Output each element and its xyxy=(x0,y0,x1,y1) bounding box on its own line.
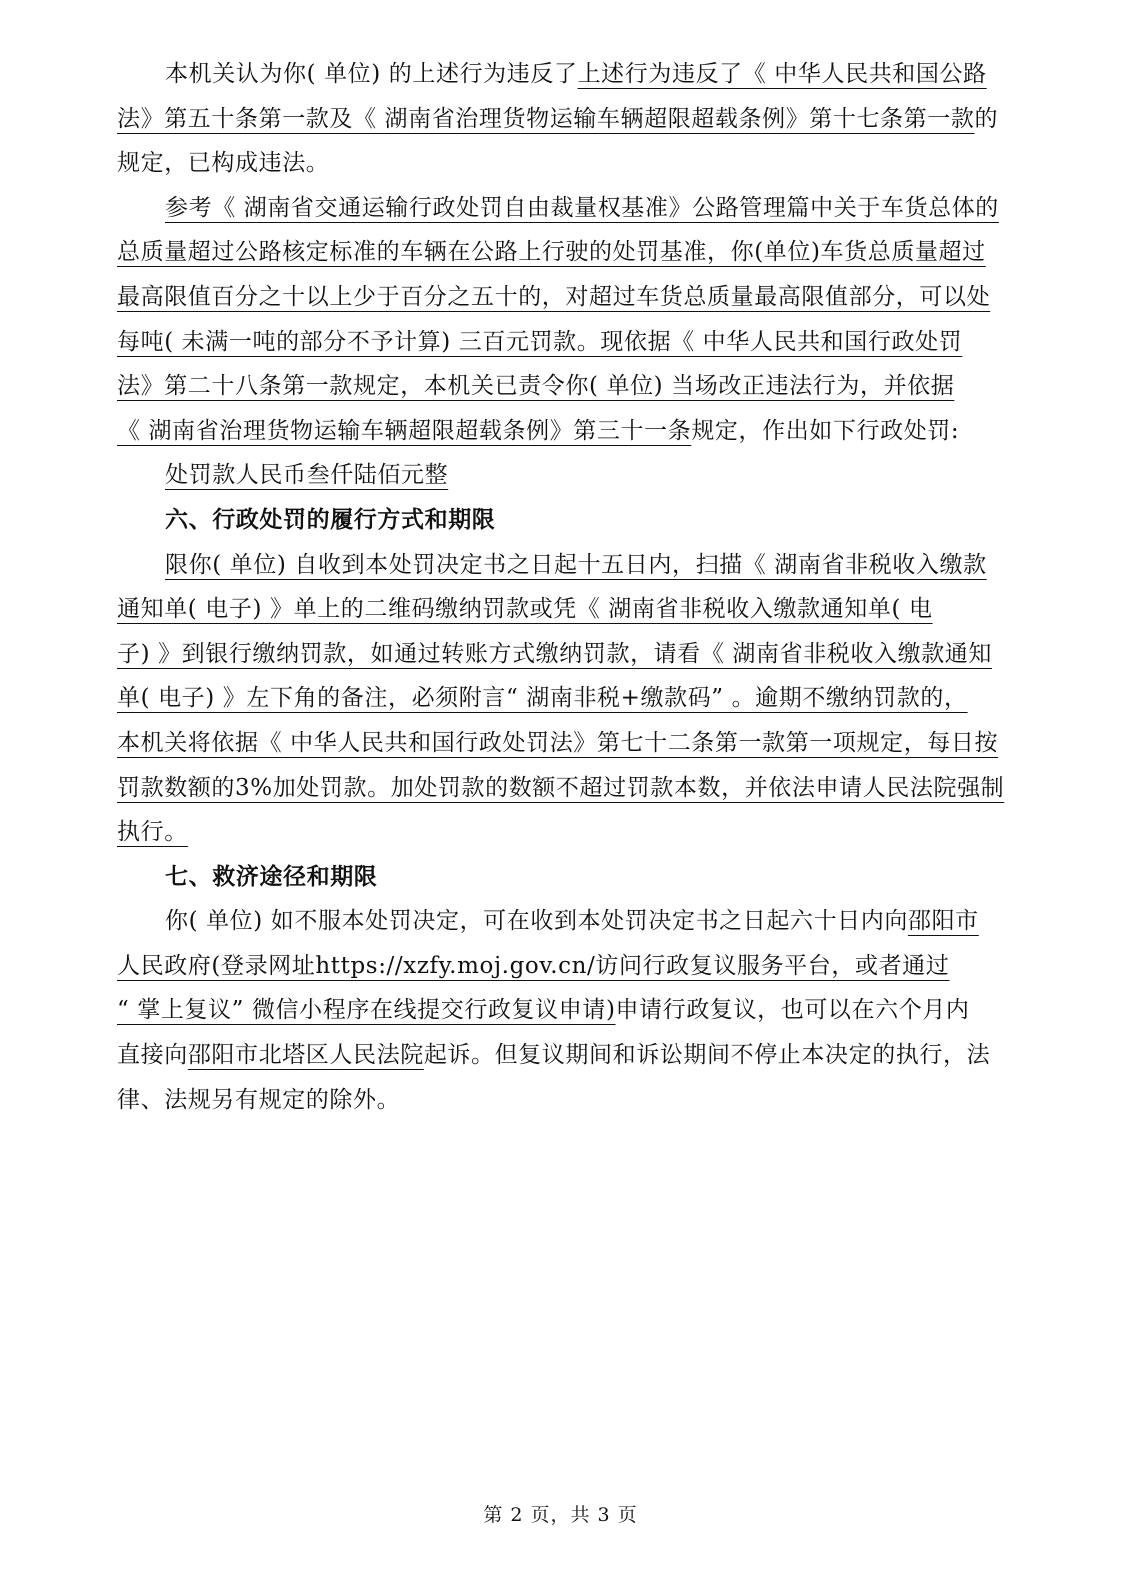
paragraph-violation-line-3 xyxy=(117,141,1049,186)
paragraph-payment-line-7 xyxy=(117,810,1049,855)
underlined-text: 限你( 单位) 自收到本处罚决定书之日起十五日内，扫描《 湖南省非税收入缴款 xyxy=(165,551,987,578)
paragraph-payment-line-2 xyxy=(117,587,1049,632)
paragraph-basis-line-5 xyxy=(117,364,1049,409)
text-span: 规定，已构成违法。 xyxy=(117,150,330,177)
underlined-text: 本机关将依据《 中华人民共和国行政处罚法》第七十二条第一款第一项规定，每日按 xyxy=(117,729,999,756)
document-body xyxy=(117,52,1049,1122)
underlined-text: 罚款数额的3%加处罚款。加处罚款的数额不超过罚款本数，并依法申请人民法院强制 xyxy=(117,774,1005,801)
text-span: 你( 单位) 如不服本处罚决定，可在收到本处罚决定书之日起六十日内向 xyxy=(165,908,908,935)
underlined-text: 子) 》到银行缴纳罚款，如通过转账方式缴纳罚款，请看《 湖南省非税收入缴款通知 xyxy=(117,640,992,667)
paragraph-basis-line-2 xyxy=(117,230,1049,275)
paragraph-violation-line-1 xyxy=(117,52,1049,97)
underlined-text: 处罚款人民币叁仟陆佰元整 xyxy=(165,462,449,489)
underlined-text: 单( 电子) 》左下角的备注，必须附言“ 湖南非税+缴款码” 。逾期不缴纳罚款的， xyxy=(117,685,968,712)
underlined-text: 参考《 湖南省交通运输行政处罚自由裁量权基准》公路管理篇中关于车货总体的 xyxy=(165,194,999,221)
section-heading-six: 六、行政处罚的履行方式和期限 xyxy=(165,506,496,533)
paragraph-remedy-line-1 xyxy=(117,899,1049,944)
underlined-text: 邵阳市北塔区人民法院 xyxy=(187,1042,424,1069)
text-span: 的 xyxy=(974,105,999,132)
text-span: 起诉。但复议期间和诉讼期间不停止本决定的执行，法 xyxy=(423,1042,991,1069)
underlined-text: 《 湖南省治理货物运输车辆超限超载条例》第三十一条 xyxy=(117,417,692,444)
paragraph-basis-line-6 xyxy=(117,409,1049,454)
paragraph-payment-line-1 xyxy=(117,543,1049,588)
underlined-text: 法》第二十八条第一款规定，本机关已责令你( 单位) 当场改正违法行为，并依据 xyxy=(117,373,955,400)
text-span: 律、法规另有规定的除外。 xyxy=(117,1086,401,1113)
underlined-text: 上述行为违反了《 中华人民共和国公路 xyxy=(577,61,987,87)
paragraph-basis-line-1 xyxy=(117,186,1049,231)
paragraph-payment-line-6 xyxy=(117,766,1049,811)
underlined-text: “ 掌上复议” 微信小程序在线提交行政复议申请) xyxy=(117,997,616,1024)
text-span: 申请行政复议，也可以在六个月内 xyxy=(615,997,970,1024)
underlined-text: 每吨( 未满一吨的部分不予计算) 三百元罚款。现依据《 中华人民共和国行政处罚 xyxy=(117,328,963,355)
paragraph-basis-line-3 xyxy=(117,275,1049,320)
paragraph-remedy-line-4 xyxy=(117,1033,1049,1078)
paragraph-remedy-line-3 xyxy=(117,988,1049,1033)
paragraph-remedy-line-5 xyxy=(117,1078,1049,1123)
underlined-text: 通知单( 电子) 》单上的二维码缴纳罚款或凭《 湖南省非税收入缴款通知单( 电 xyxy=(117,596,933,623)
paragraph-payment-line-3 xyxy=(117,632,1049,677)
underlined-text: 法》第五十条第一款及《 湖南省治理货物运输车辆超限超载条例》第十七条第一款 xyxy=(117,105,975,132)
paragraph-payment-line-4 xyxy=(117,676,1049,721)
text-span: 本机关认为你( 单位) 的上述行为违反了 xyxy=(165,61,578,87)
underlined-text: 邵阳市 xyxy=(907,908,979,935)
text-span: 直接向 xyxy=(117,1042,188,1069)
underlined-text: 人民政府(登录网址https://xzfy.moj.gov.cn/访问行政复议服务平台，或者通过 xyxy=(117,952,950,979)
underlined-text: 最高限值百分之十以上少于百分之五十的，对超过车货总质量最高限值部分，可以处 xyxy=(117,283,991,310)
underlined-text: 执行。 xyxy=(117,819,188,846)
paragraph-payment-line-5 xyxy=(117,721,1049,766)
penalty-amount xyxy=(117,453,1049,498)
paragraph-basis-line-4 xyxy=(117,320,1049,365)
paragraph-violation-line-2 xyxy=(117,97,1049,142)
underlined-text: 总质量超过公路核定标准的车辆在公路上行驶的处罚基准，你(单位)车货总质量超过 xyxy=(117,239,986,266)
section-heading-seven: 七、救济途径和期限 xyxy=(165,863,378,890)
page-number-footer: 第 2 页，共 3 页 xyxy=(483,1504,638,1526)
text-span: 规定，作出如下行政处罚: xyxy=(691,417,960,444)
paragraph-remedy-line-2 xyxy=(117,944,1049,989)
